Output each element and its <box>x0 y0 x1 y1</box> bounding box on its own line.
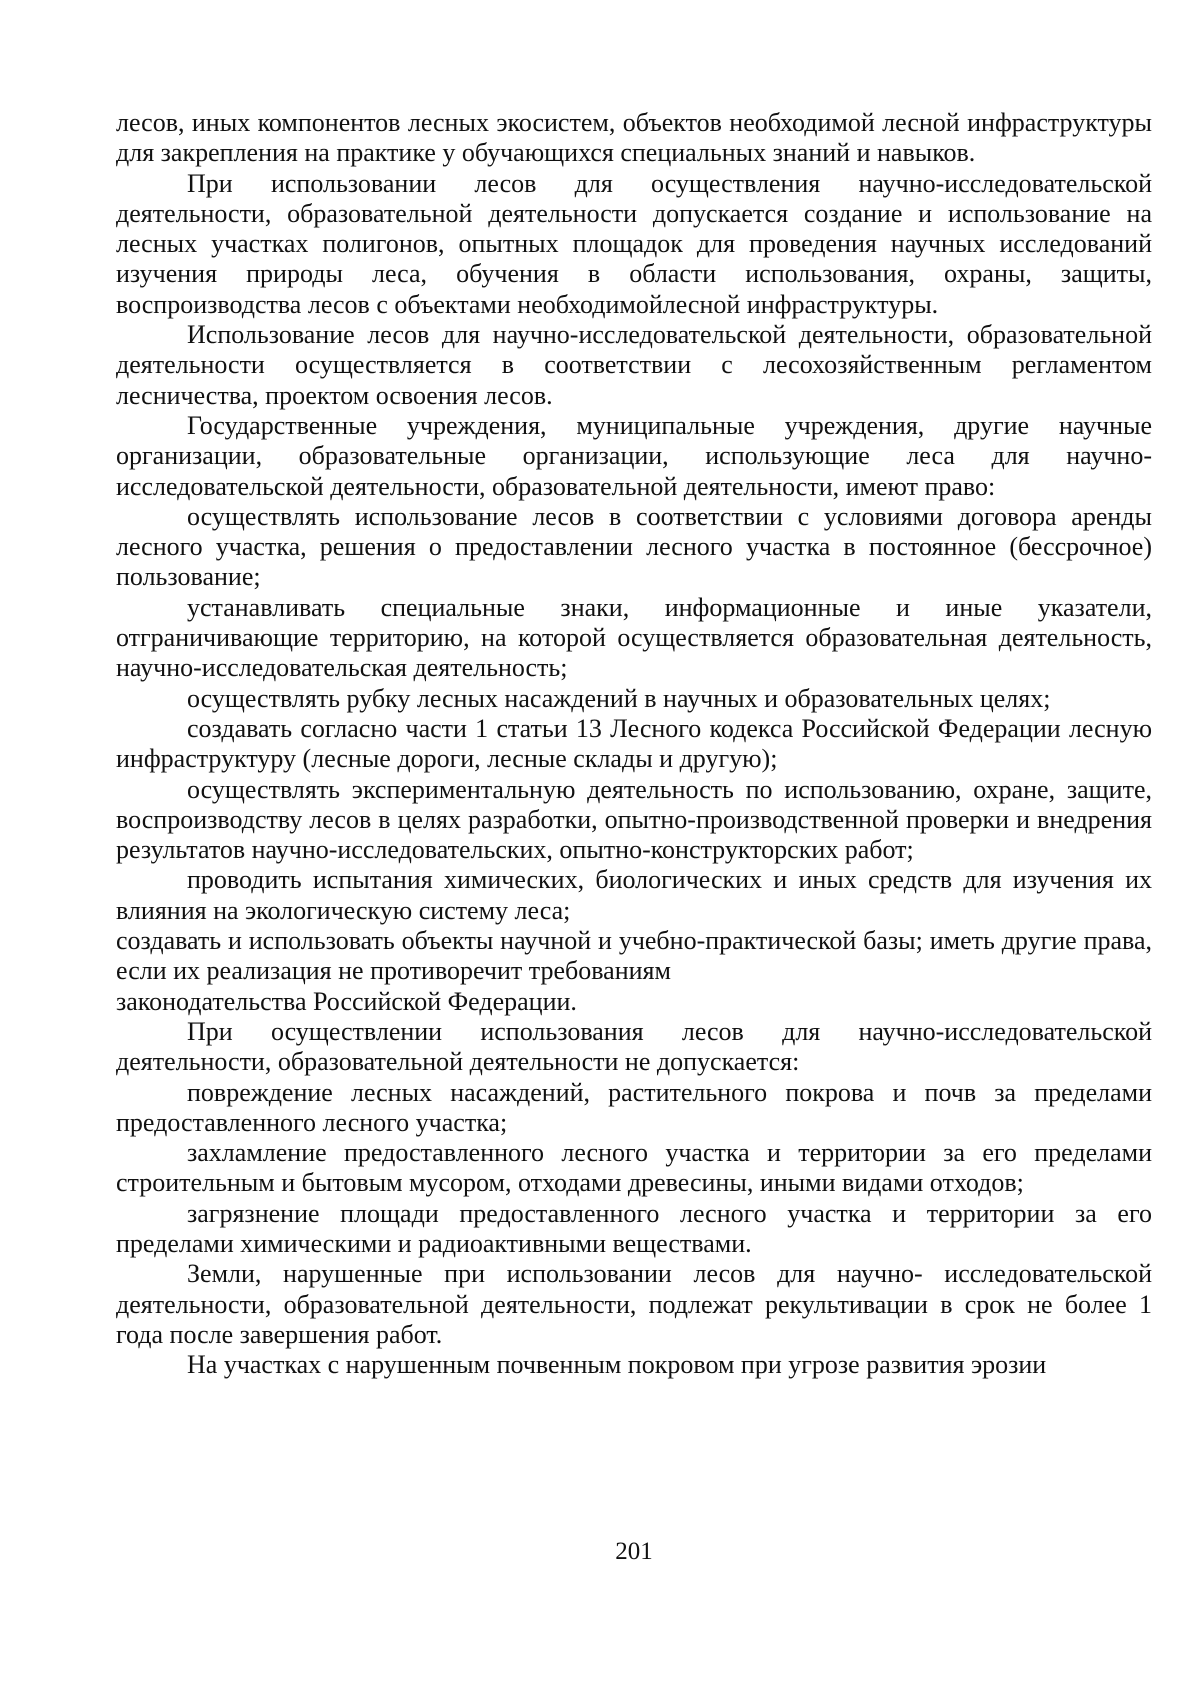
paragraph-8: создавать согласно части 1 статьи 13 Лесного кодекса Российской Федерации лесную инфраструктуру (лесные дороги, лесные склады и другую); <box>116 713 1152 774</box>
paragraph-13: При осуществлении использования лесов для научно-исследовательской деятельности, образовательной деятельности не допускается: <box>116 1016 1152 1077</box>
paragraph-16: загрязнение площади предоставленного лесного участка и территории за его пределами химическими и радиоактивными веществами. <box>116 1198 1152 1258</box>
paragraph-6: устанавливать специальные знаки, информационные и иные указатели, отграничивающие территорию, на которой осуществляется образовательная деятельность, научно-исследовательская деятельность; <box>116 592 1152 683</box>
page-number: 201 <box>615 1538 653 1565</box>
paragraph-1: лесов, иных компонентов лесных экосистем, объектов необходимой лесной инфраструктуры для закрепления на практике у обучающихся специальных знаний и навыков. <box>116 108 1152 168</box>
paragraph-11: создавать и использовать объекты научной и учебно-практической базы; иметь другие права, если их реализация не противоречит требованиям <box>116 926 1152 986</box>
paragraph-2: При использовании лесов для осуществления научно-исследовательской деятельности, образовательной деятельности допускается создание и использование на лесных участках полигонов, опытных площадок для проведения научных исследований изучения природы леса, обучения в области использования, охраны, защиты, воспроизводства лесов с объектами необходимойлесной инфраструктуры. <box>116 168 1152 319</box>
paragraph-5: осуществлять использование лесов в соответствии с условиями договора аренды лесного участка, решения о предоставлении лесного участка в постоянное (бессрочное) пользование; <box>116 501 1152 592</box>
document-body <box>116 108 1152 1380</box>
paragraph-17: Земли, нарушенные при использовании лесов для научно- исследовательской деятельности, образовательной деятельности, подлежат рекультивации в срок не более 1 года после завершения работ. <box>116 1259 1152 1349</box>
paragraph-9: осуществлять экспериментальную деятельность по использованию, охране, защите, воспроизводству лесов в целях разработки, опытно-производственной проверки и внедрения результатов научно-исследовательских, опытно-конструкторских работ; <box>116 774 1152 865</box>
paragraph-4: Государственные учреждения, муниципальные учреждения, другие научные организации, образовательные организации, использующие леса для научно-исследовательской деятельности, образовательной деятельности, имеют право: <box>116 410 1152 501</box>
paragraph-10: проводить испытания химических, биологических и иных средств для изучения их влияния на экологическую систему леса; <box>116 865 1152 925</box>
paragraph-15: захламление предоставленного лесного участка и территории за его пределами строительным и бытовым мусором, отходами древесины, иными видами отходов; <box>116 1138 1152 1198</box>
paragraph-12: законодательства Российской Федерации. <box>116 986 577 1016</box>
paragraph-14: повреждение лесных насаждений, растительного покрова и почв за пределами предоставленного лесного участка; <box>116 1077 1152 1137</box>
paragraph-18: На участках с нарушенным почвенным покровом при угрозе развития эрозии <box>187 1350 1047 1380</box>
paragraph-7: осуществлять рубку лесных насаждений в научных и образовательных целях; <box>187 683 1051 713</box>
paragraph-3: Использование лесов для научно-исследовательской деятельности, образовательной деятельности осуществляется в соответствии с лесохозяйственным регламентом лесничества, проектом освоения лесов. <box>116 320 1152 410</box>
